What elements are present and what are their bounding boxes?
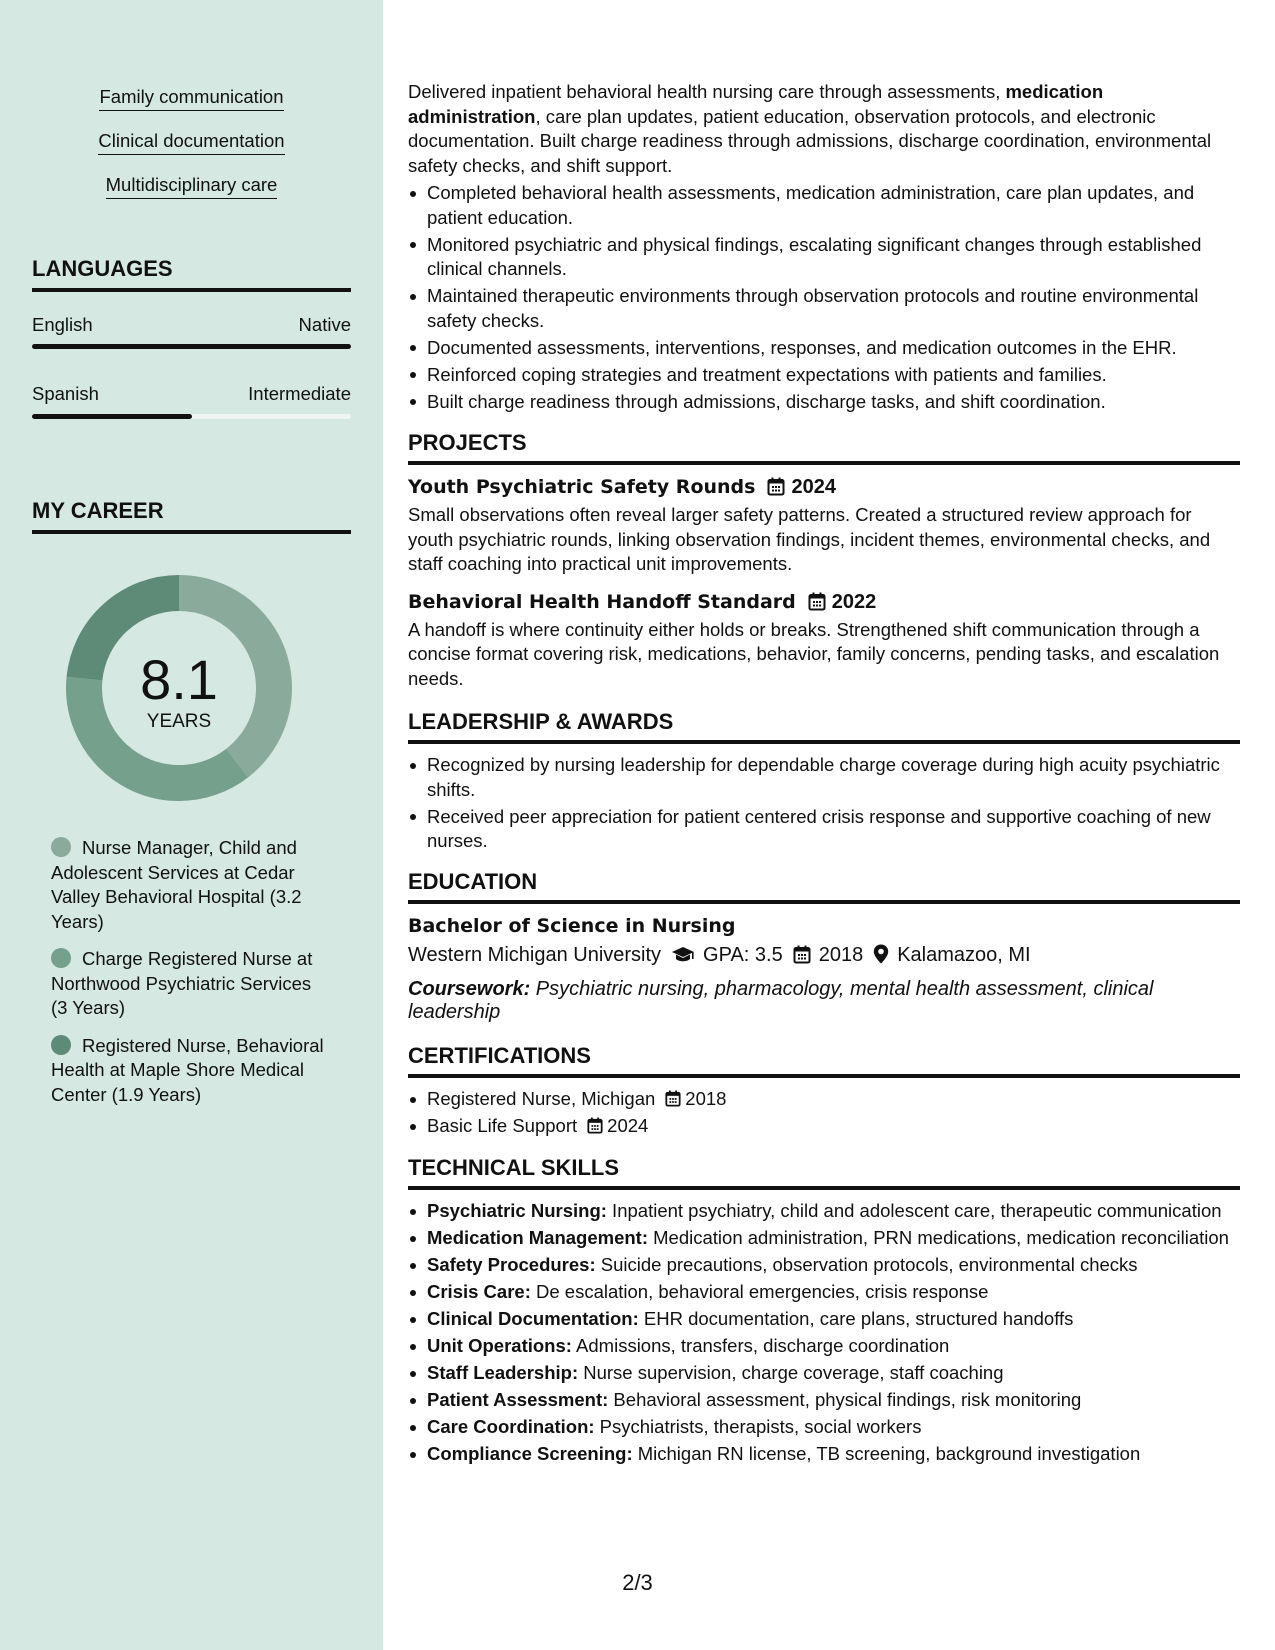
skill-text: Suicide precautions, observation protocols, environmental checks	[595, 1254, 1138, 1275]
project-description: A handoff is where continuity either holds or breaks. Strengthened shift communication through a concise format covering risk, medications, behavior, family concerns, pending tasks, and escalation needs.	[408, 618, 1220, 689]
skill-list	[0, 86, 383, 218]
project-year: 2024	[791, 476, 836, 498]
list-item	[408, 1307, 1240, 1332]
language-row	[32, 383, 351, 405]
career-item	[51, 836, 331, 934]
school-name: Western Michigan University	[408, 944, 662, 966]
languages-heading: LANGUAGES	[32, 256, 351, 292]
list-item	[408, 1114, 1240, 1139]
list-item: Maintained therapeutic environments through observation protocols and routine environmental safety checks.	[408, 284, 1240, 333]
calendar-icon	[587, 1115, 607, 1136]
language-level: Intermediate	[248, 383, 351, 404]
section-heading: CERTIFICATIONS	[408, 1043, 1240, 1078]
list-item: Reinforced coping strategies and treatment expectations with patients and families.	[408, 363, 1240, 388]
career-heading: MY CAREER	[32, 498, 351, 534]
skill-label: Clinical Documentation:	[427, 1308, 639, 1329]
leadership-list	[408, 753, 1240, 854]
language-level: Native	[298, 314, 351, 335]
list-item	[408, 1253, 1240, 1278]
calendar-icon	[808, 592, 826, 618]
skill-item: Clinical documentation	[98, 130, 284, 155]
certification-date	[587, 1114, 648, 1139]
list-item: Completed behavioral health assessments, medication administration, care plan updates, and patient education.	[408, 181, 1240, 230]
section-heading: PROJECTS	[408, 430, 1240, 465]
language-name: English	[32, 314, 93, 335]
summary-text: Delivered inpatient behavioral health nursing care through assessments,	[408, 81, 1006, 102]
leadership-section	[408, 709, 1240, 856]
main-content	[408, 0, 1240, 1650]
skill-item: Multidisciplinary care	[106, 174, 278, 199]
coursework-text: Psychiatric nursing, pharmacology, mental health assessment, clinical leadership	[408, 978, 1154, 1023]
project-title	[408, 474, 1240, 503]
skill-text: De escalation, behavioral emergencies, crisis response	[530, 1281, 989, 1302]
calendar-icon	[767, 477, 785, 503]
experience-summary	[408, 80, 1240, 178]
list-item	[408, 1361, 1240, 1386]
list-item	[408, 1280, 1240, 1305]
career-total-years: 8.1	[140, 648, 218, 711]
certification-name: Registered Nurse, Michigan	[427, 1088, 656, 1109]
skill-text: Medication administration, PRN medications, medication reconciliation	[648, 1227, 1229, 1248]
list-item: Received peer appreciation for patient centered crisis response and supportive coaching of new nurses.	[408, 805, 1240, 854]
calendar-icon	[793, 944, 811, 972]
skill-text: Psychiatrists, therapists, social workers	[594, 1416, 922, 1437]
skill-text: Inpatient psychiatry, child and adolescent care, therapeutic communication	[606, 1200, 1222, 1221]
list-item	[408, 1415, 1240, 1440]
skill-label: Compliance Screening:	[427, 1443, 633, 1464]
education-section	[408, 869, 1240, 1024]
legend-dot	[51, 948, 71, 968]
project-year: 2022	[831, 590, 877, 613]
list-item: Documented assessments, interventions, responses, and medication outcomes in the EHR.	[408, 336, 1240, 361]
career-total-unit: YEARS	[146, 711, 212, 732]
skill-label: Medication Management:	[427, 1227, 648, 1248]
list-item	[408, 1087, 1240, 1112]
career-item	[51, 947, 331, 1021]
skill-text: EHR documentation, care plans, structured handoffs	[638, 1308, 1074, 1329]
language-bar-fill	[32, 414, 192, 419]
certification-year: 2024	[607, 1115, 649, 1136]
technical-skills-section	[408, 1155, 1240, 1469]
graduation-year: 2018	[818, 944, 864, 966]
coursework-label: Coursework:	[408, 978, 531, 1000]
career-item-text: Charge Registered Nurse at Northwood Psychiatric Services (3 Years)	[51, 948, 313, 1018]
career-list	[51, 836, 331, 1120]
career-item	[51, 1034, 331, 1108]
certification-year: 2018	[685, 1088, 727, 1109]
coursework	[408, 978, 1240, 1024]
legend-dot	[51, 1035, 71, 1055]
certification-name: Basic Life Support	[427, 1115, 578, 1136]
language-bar	[32, 344, 351, 349]
certifications-section	[408, 1043, 1240, 1141]
experience-bullets	[408, 181, 1240, 414]
project-name: Behavioral Health Handoff Standard	[408, 590, 796, 613]
graduation-cap-icon	[671, 944, 695, 972]
technical-skills-list	[408, 1199, 1240, 1467]
location-pin-icon	[873, 944, 889, 972]
project-title	[408, 589, 1240, 618]
school-location: Kalamazoo, MI	[897, 944, 1031, 966]
skill-label: Care Coordination:	[427, 1416, 595, 1437]
list-item	[408, 1199, 1240, 1224]
language-row	[32, 314, 351, 336]
projects-section	[408, 430, 1240, 703]
skill-text: Behavioral assessment, physical findings, risk monitoring	[608, 1389, 1082, 1410]
list-item: Monitored psychiatric and physical findings, escalating significant changes through established clinical channels.	[408, 233, 1240, 282]
calendar-icon	[665, 1088, 685, 1109]
skill-label: Patient Assessment:	[427, 1389, 609, 1410]
skill-label: Staff Leadership:	[427, 1362, 579, 1383]
list-item	[408, 1334, 1240, 1359]
list-item	[408, 1226, 1240, 1251]
list-item: Recognized by nursing leadership for dependable charge coverage during high acuity psychiatric shifts.	[408, 753, 1240, 802]
skill-label: Safety Procedures:	[427, 1254, 596, 1275]
career-item-text: Nurse Manager, Child and Adolescent Services at Cedar Valley Behavioral Hospital (3.2 Years)	[51, 837, 302, 932]
skill-text: Michigan RN license, TB screening, background investigation	[632, 1443, 1141, 1464]
skill-label: Psychiatric Nursing:	[427, 1200, 607, 1221]
degree-title: Bachelor of Science in Nursing	[408, 915, 736, 937]
skill-label: Crisis Care:	[427, 1281, 531, 1302]
section-heading: EDUCATION	[408, 869, 1240, 904]
list-item: Built charge readiness through admissions, discharge tasks, and shift coordination.	[408, 390, 1240, 415]
career-item-text: Registered Nurse, Behavioral Health at Maple Shore Medical Center (1.9 Years)	[51, 1034, 324, 1105]
legend-dot	[51, 837, 71, 857]
list-item	[408, 1442, 1240, 1467]
project-name: Youth Psychiatric Safety Rounds	[408, 476, 756, 498]
project-description: Small observations often reveal larger safety patterns. Created a structured review approach for youth psychiatric rounds, linking observation findings, incident themes, environmental checks, and staff coaching into practical unit improvements.	[408, 504, 1211, 574]
skill-text: Admissions, transfers, discharge coordination	[571, 1335, 950, 1356]
section-heading: TECHNICAL SKILLS	[408, 1155, 1240, 1190]
skill-label: Unit Operations:	[427, 1335, 572, 1356]
sidebar	[0, 0, 383, 1650]
language-bar	[32, 414, 351, 419]
experience-block	[408, 80, 1240, 417]
skill-item: Family communication	[99, 86, 283, 111]
gpa: GPA: 3.5	[703, 944, 783, 966]
summary-bold: medication administration	[408, 81, 1104, 127]
skill-text: Nurse supervision, charge coverage, staff coaching	[578, 1362, 1004, 1383]
list-item	[408, 1388, 1240, 1413]
page-number: 2/3	[622, 1570, 653, 1595]
certifications-list	[408, 1087, 1240, 1139]
summary-text: , care plan updates, patient education, observation protocols, and electronic documentation. Built charge readiness through admissions, discharge coordination, environmental safety checks, and shift support.	[408, 105, 1212, 176]
language-bar-fill	[32, 344, 351, 349]
certification-date	[665, 1087, 726, 1112]
language-name: Spanish	[32, 383, 99, 404]
education-meta	[408, 941, 1240, 972]
section-heading: LEADERSHIP & AWARDS	[408, 709, 1240, 744]
